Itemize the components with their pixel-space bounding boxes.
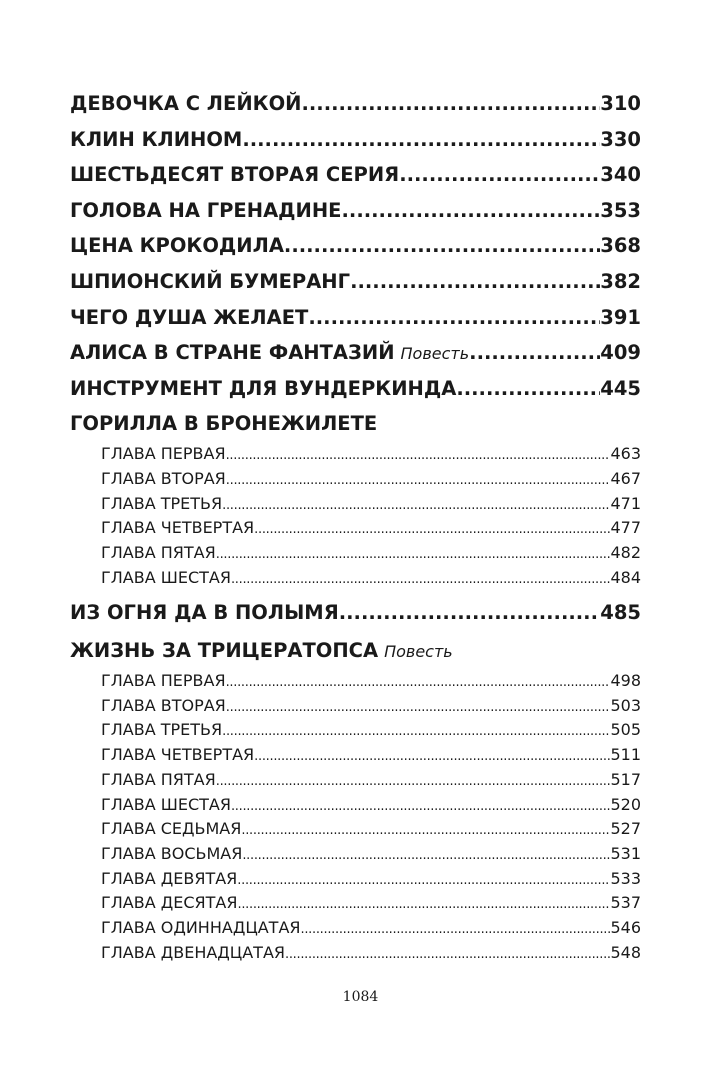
chapter-title: ГЛАВА ПЕРВАЯ [101,444,226,464]
toc-entry [70,335,641,371]
chapter-page: 520 [610,794,641,814]
chapter-entry [70,941,641,966]
chapter-page: 537 [610,893,641,913]
toc-entry-title [70,335,469,372]
toc-entry [70,371,641,407]
chapter-page: 533 [610,868,641,888]
toc-entry-page: 485 [600,601,641,625]
chapter-page: 505 [610,720,641,740]
chapter-title: ГЛАВА ОДИННАДЦАТАЯ [101,917,301,937]
toc-entry-page: 353 [600,198,641,222]
chapter-page: 482 [610,543,641,563]
chapter-title: ГЛАВА ВОСЬМАЯ [101,843,243,863]
chapter-title: ГЛАВА ТРЕТЬЯ [101,720,223,740]
chapter-entry [70,842,641,867]
chapter-entry [70,793,641,818]
toc-entry-page: 368 [600,234,641,258]
leader-dots [237,893,610,918]
leader-dots [350,264,600,300]
toc-entry-title: ИЗ ОГНЯ ДА В ПОЛЫМЯ [70,601,339,625]
leader-dots [222,720,610,745]
chapter-page: 527 [610,819,641,839]
section-title-gorilla: ГОРИЛЛА В БРОНЕЖИЛЕТЕ [70,412,378,436]
leader-dots [237,869,610,894]
chapter-title: ГЛАВА ПЯТАЯ [101,769,216,789]
leader-dots [456,371,600,407]
toc-entry [70,300,641,336]
chapter-title: ГЛАВА ШЕСТАЯ [101,794,231,814]
page-number: 1084 [342,989,379,1005]
leader-dots [226,671,611,696]
chapter-page: 503 [610,695,641,715]
toc-entry-page: 330 [600,127,641,151]
leader-dots [226,696,611,721]
table-of-contents [70,86,641,965]
toc-entry [70,86,641,122]
leader-dots [469,335,600,371]
toc-entry-page: 340 [600,163,641,187]
chapter-title: ГЛАВА ПЯТАЯ [101,543,216,563]
chapter-entry [70,516,641,541]
toc-entry-title: КЛИН КЛИНОМ [70,127,243,151]
chapter-page: 463 [610,444,641,464]
section-subtitle: Повесть [384,642,453,662]
chapter-page: 546 [610,917,641,937]
chapter-entry [70,768,641,793]
chapter-page: 548 [610,942,641,962]
chapter-entry [70,743,641,768]
leader-dots [226,469,611,494]
toc-entry [70,228,641,264]
toc-entry-title: ДЕВОЧКА С ЛЕЙКОЙ [70,92,302,115]
chapter-page: 467 [610,469,641,489]
toc-entry-page: 409 [600,341,641,365]
toc-entry-page: 310 [600,92,641,115]
chapter-title: ГЛАВА СЕДЬМАЯ [101,819,242,839]
chapter-entry [70,694,641,719]
toc-entry [70,264,641,300]
chapter-entry [70,492,641,517]
toc-entry-title-text: АЛИСА В СТРАНЕ ФАНТАЗИЙ [70,341,395,365]
chapter-title: ГЛАВА ПЕРВАЯ [101,671,226,691]
toc-entry-page: 391 [600,305,641,329]
chapter-entry [70,669,641,694]
toc-entry-title: ИНСТРУМЕНТ ДЛЯ ВУНДЕРКИНДА [70,376,457,400]
chapter-title: ГЛАВА ВТОРАЯ [101,469,226,489]
toc-entry [70,193,641,229]
chapter-title: ГЛАВА ШЕСТАЯ [101,567,231,587]
chapter-title: ГЛАВА ЧЕТВЕРТАЯ [101,745,255,765]
toc-entry [70,122,641,158]
chapter-title: ГЛАВА ВТОРАЯ [101,695,226,715]
chapter-page: 477 [610,518,641,538]
toc-entry-page: 445 [600,376,641,400]
chapter-title: ГЛАВА ТРЕТЬЯ [101,493,223,513]
leader-dots [216,543,611,568]
chapter-entry [70,817,641,842]
section-title-text: ЖИЗНЬ ЗА ТРИЦЕРАТОПСА [70,639,379,663]
leader-dots [308,300,600,336]
leader-dots [301,918,611,943]
chapter-page: 517 [610,769,641,789]
toc-entry [70,157,641,193]
chapter-entry [70,891,641,916]
chapter-entry [70,467,641,492]
toc-entry-title: ЧЕГО ДУША ЖЕЛАЕТ [70,305,309,329]
chapter-entry [70,566,641,591]
chapter-title: ГЛАВА ЧЕТВЕРТАЯ [101,518,255,538]
section-title-triceratops [70,633,641,669]
chapter-entry [70,442,641,467]
toc-entry-title: ГОЛОВА НА ГРЕНАДИНЕ [70,198,342,222]
chapter-page: 498 [610,671,641,691]
chapter-title: ГЛАВА ДЕСЯТАЯ [101,893,238,913]
leader-dots [254,745,610,770]
leader-dots [339,595,601,631]
chapter-page: 531 [610,843,641,863]
toc-entry-page: 382 [600,269,641,293]
toc-entry-title: ШПИОНСКИЙ БУМЕРАНГ [70,269,351,293]
chapter-entry [70,718,641,743]
chapter-entry [70,916,641,941]
leader-dots [241,819,610,844]
chapter-page: 484 [610,567,641,587]
toc-entry-title: ЦЕНА КРОКОДИЛА [70,234,284,258]
leader-dots [301,86,600,122]
leader-dots [284,228,600,264]
chapter-title: ГЛАВА ДЕВЯТАЯ [101,868,238,888]
chapter-title: ГЛАВА ДВЕНАДЦАТАЯ [101,942,286,962]
chapter-entry [70,867,641,892]
leader-dots [242,122,600,158]
leader-dots [226,444,611,469]
leader-dots [242,844,610,869]
toc-entry-title: ШЕСТЬДЕСЯТ ВТОРАЯ СЕРИЯ [70,163,400,187]
leader-dots [399,157,600,193]
leader-dots [342,193,601,229]
leader-dots [285,943,610,968]
toc-entry-subtitle: Повесть [400,344,470,364]
leader-dots [222,494,610,519]
leader-dots [231,795,610,820]
leader-dots [216,770,611,795]
chapter-page: 511 [610,745,641,765]
chapter-entry [70,541,641,566]
toc-entry [70,595,641,631]
chapter-page: 471 [610,493,641,513]
leader-dots [231,568,610,593]
leader-dots [254,518,610,543]
